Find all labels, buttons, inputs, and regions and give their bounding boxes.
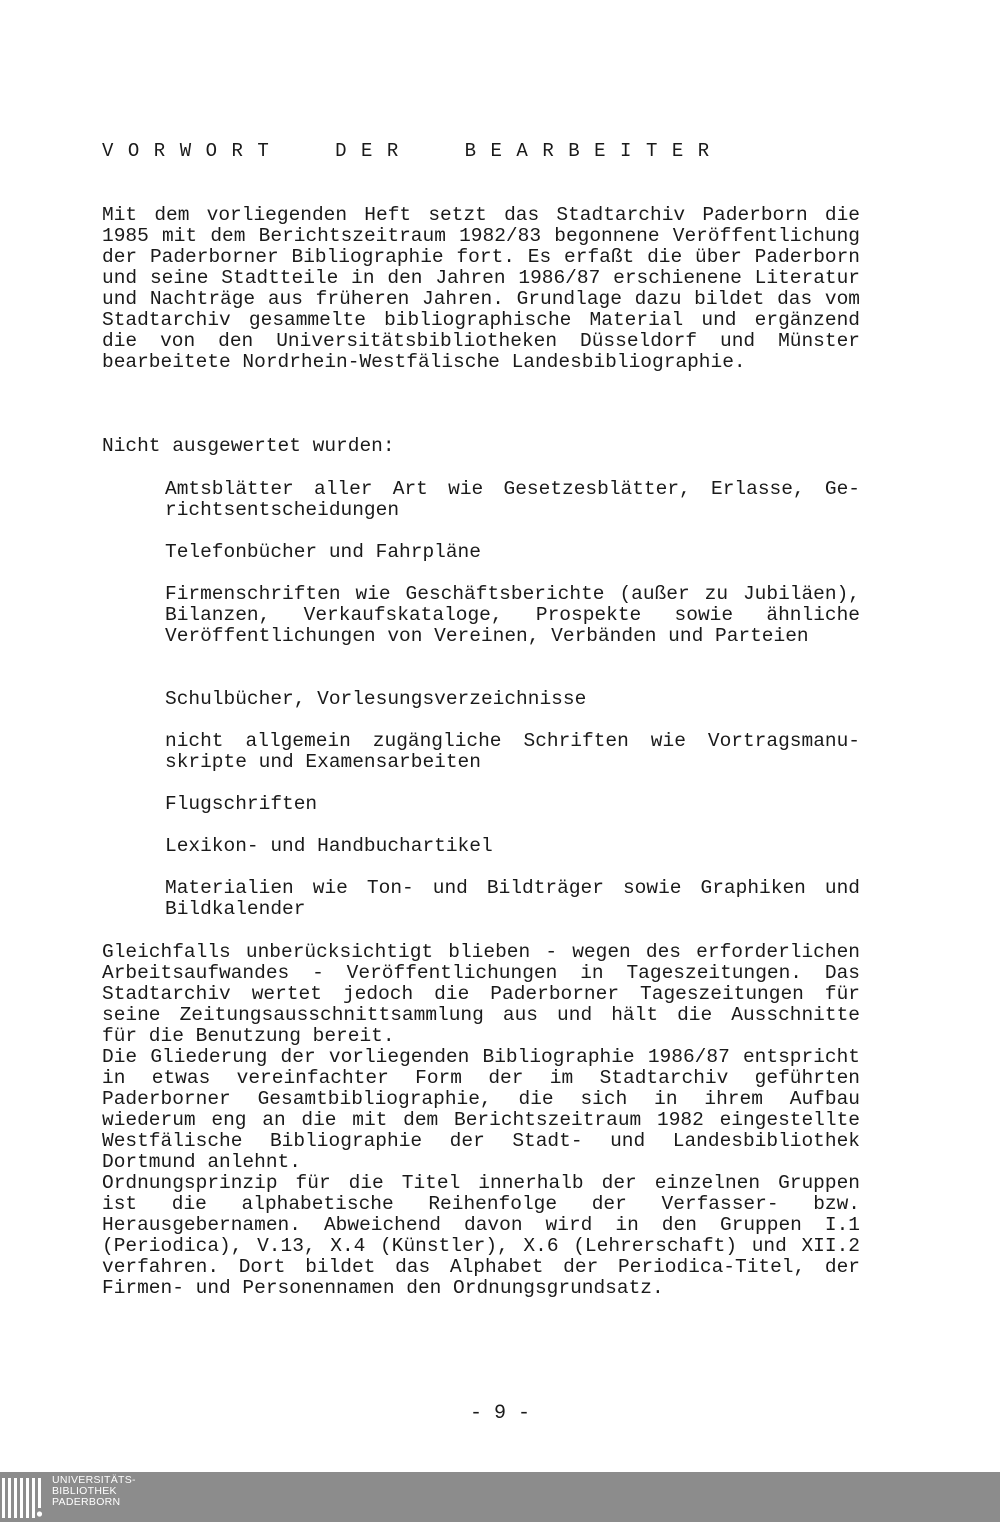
gliederung-paragraph: Die Gliederung der vorliegenden Bibliographie 1986/87 entspricht in etwas vereinfachter Form der im Stadtarchiv geführten Paderborner Gesamtbibliographie, die sich in ihrem Aufbau wiederum eng an die mit dem Berichtszeitraum 1982 eingestellte Westfälische Bibliographie der Stadt- und Landesbibliothek Dortmund anlehnt. (102, 1046, 860, 1173)
not-evaluated-heading: Nicht ausgewertet wurden: (102, 435, 395, 457)
not-evaluated-item: Materialien wie Ton- und Bildträger sowie Graphiken und Bildkalender (165, 877, 860, 920)
not-evaluated-item: Amtsblätter aller Art wie Gesetzesblätter, Erlasse, Gerichtsentscheidungen (165, 478, 860, 521)
not-evaluated-item: nicht allgemein zugängliche Schriften wie Vortragsmanuskripte und Examensarbeiten (165, 730, 860, 773)
not-evaluated-item: Telefonbücher und Fahrpläne (165, 541, 481, 563)
intro-paragraph: Mit dem vorliegenden Heft setzt das Stadtarchiv Paderborn die 1985 mit dem Berichtszeitraum 1982/83 begonnene Veröffentlichung der Paderborner Bibliographie fort. Es erfaßt die über Paderborn und seine Stadtteile in den Jahren 1986/87 erschienene Literatur und Nachträge aus früheren Jahren. Grundlage dazu bildet das vom Stadtarchiv gesammelte bibliographische Material und ergänzend die von den Universitätsbibliotheken Düsseldorf und Münster bearbeitete Nordrhein-Westfälische Landesbibliographie. (102, 204, 860, 373)
logo-line: UNIVERSITÄTS- (52, 1474, 136, 1486)
library-logo-text (52, 1475, 136, 1508)
not-evaluated-item: Flugschriften (165, 793, 318, 815)
ordnung-paragraph: Ordnungsprinzip für die Titel innerhalb der einzelnen Gruppen ist die alphabetische Reihenfolge der Verfasser- bzw. Herausgebernamen. Abweichend davon wird in den Gruppen I.1 (Periodica), V.13, X.4 (Künstler), X.6 (Lehrerschaft) und XII.2 verfahren. Dort bildet das Alphabet der Periodica-Titel, der Firmen- und Personennamen den Ordnungsgrundsatz. (102, 1172, 860, 1299)
logo-line: BIBLIOTHEK (52, 1485, 117, 1497)
not-evaluated-item: Lexikon- und Handbuchartikel (165, 835, 493, 857)
library-footer-bar (0, 1472, 1000, 1522)
not-evaluated-item: Firmenschriften wie Geschäftsberichte (außer zu Jubiläen), Bilanzen, Verkaufskataloge, Prospekte sowie ähnliche Veröffentlichungen von Vereinen, Verbänden und Parteien (165, 583, 860, 647)
page-number: - 9 - (469, 1402, 530, 1425)
logo-line: PADERBORN (52, 1496, 121, 1508)
not-evaluated-item: Schulbücher, Vorlesungsverzeichnisse (165, 688, 587, 710)
library-logo-icon (2, 1478, 46, 1518)
page-heading: VORWORT DER BEARBEITER (102, 140, 724, 162)
gleichfalls-paragraph: Gleichfalls unberücksichtigt blieben - wegen des erforderlichen Arbeitsaufwandes - Veröffentlichungen in Tageszeitungen. Das Stadtarchiv wertet jedoch die Paderborner Tageszeitungen für seine Zeitungsausschnittsammlung aus und hält die Ausschnitte für die Benutzung bereit. (102, 941, 860, 1047)
